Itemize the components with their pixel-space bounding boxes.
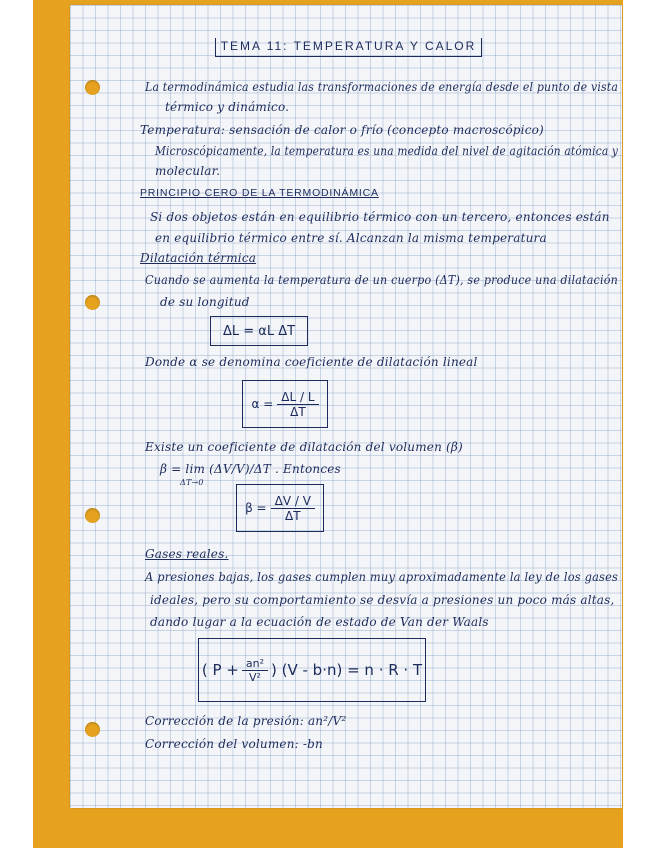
section-heading: Dilatación térmica [140, 251, 257, 265]
fraction-numerator: ΔV / V [271, 494, 315, 509]
text-line: molecular. [155, 164, 221, 178]
fraction-denominator: ΔT [284, 508, 301, 523]
fraction-denominator: V² [248, 670, 261, 684]
formula-beta [236, 484, 324, 532]
text-line: La termodinámica estudia las transformaciones de energía desde el punto de vista [145, 80, 619, 94]
text-line: Si dos objetos están en equilibrio térmico con un tercero, entonces están [150, 210, 610, 224]
fraction [277, 390, 318, 419]
fraction [271, 494, 315, 523]
text-line: Existe un coeficiente de dilatación del volumen (β) [145, 440, 463, 454]
fraction [242, 657, 268, 684]
formula-part: ( P + [201, 661, 239, 679]
formula-van-der-waals [198, 638, 426, 702]
fraction-denominator: ΔT [290, 404, 306, 419]
text-line: Corrección del volumen: -bn [145, 737, 323, 751]
binder-hole [85, 722, 100, 737]
formula-part: ) (V - b·n) = n · R · T [271, 661, 423, 679]
binder-hole [85, 295, 100, 310]
formula-text: ΔL = αL ΔT [222, 323, 296, 339]
binder-hole [85, 508, 100, 523]
text-line: Cuando se aumenta la temperatura de un cuerpo (ΔT), se produce una dilatación [145, 273, 618, 287]
section-heading: Gases reales. [145, 547, 229, 561]
text-line: en equilibrio térmico entre sí. Alcanzan la misma temperatura [155, 231, 547, 245]
fraction-numerator: ΔL / L [277, 390, 318, 405]
formula-lhs: α = [251, 397, 274, 411]
limit-subscript: ΔT→0 [180, 478, 204, 487]
text-line: Temperatura: sensación de calor o frío (concepto macroscópico) [140, 123, 544, 137]
text-line: de su longitud [160, 295, 250, 309]
fraction-numerator: an² [242, 657, 268, 671]
text-line: Donde α se denomina coeficiente de dilatación lineal [145, 355, 478, 369]
page-title: TEMA 11: TEMPERATURA Y CALOR [215, 38, 482, 57]
binder-hole [85, 80, 100, 95]
text-line: A presiones bajas, los gases cumplen muy aproximadamente la ley de los gases [145, 570, 619, 584]
text-line: β = lim (ΔV/V)/ΔT . Entonces [160, 462, 341, 476]
text-line: Corrección de la presión: an²/V² [145, 714, 347, 728]
text-line: ideales, pero su comportamiento se desvía a presiones un poco más altas, [150, 593, 615, 607]
text-line: Microscópicamente, la temperatura es una medida del nivel de agitación atómica y [155, 144, 619, 158]
formula-lhs: β = [245, 501, 267, 515]
text-line: dando lugar a la ecuación de estado de Van der Waals [150, 615, 489, 629]
section-heading: PRINCIPIO CERO DE LA TERMODINÁMICA [140, 187, 379, 199]
formula-linear-dilation [210, 316, 308, 346]
text-line: térmico y dinámico. [165, 100, 290, 114]
formula-alpha [242, 380, 328, 428]
